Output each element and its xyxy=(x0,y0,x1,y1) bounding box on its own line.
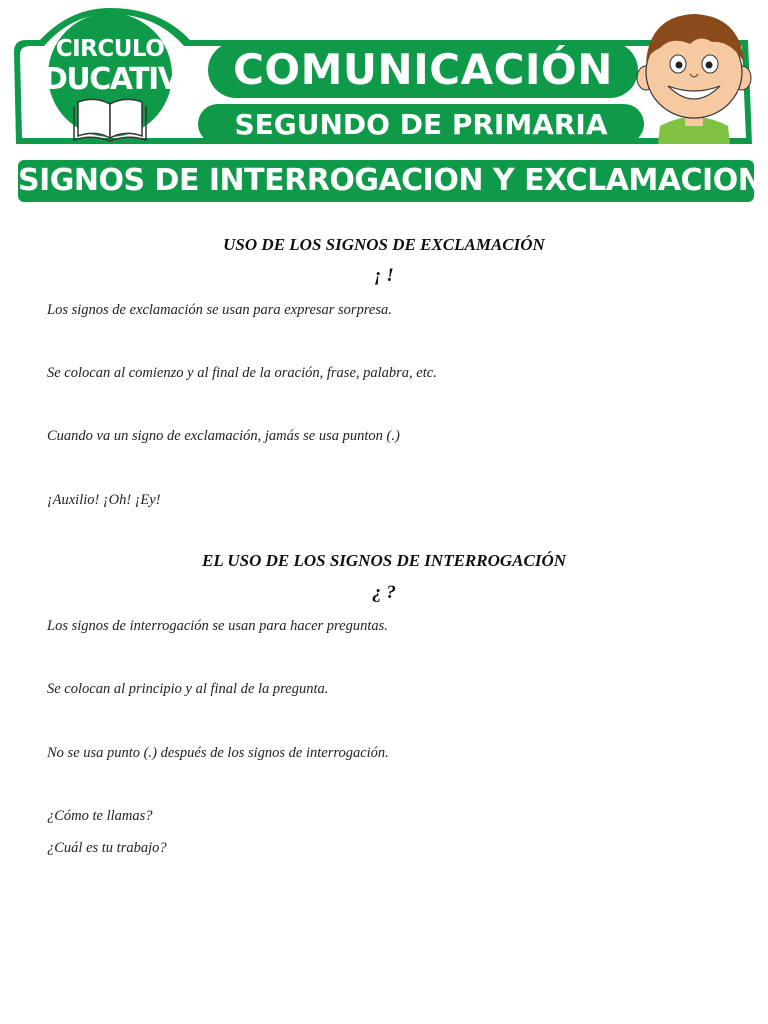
exclamation-line: Los signos de exclamación se usan para expresar sorpresa. xyxy=(47,302,392,318)
grade-title: SEGUNDO DE PRIMARIA xyxy=(234,108,608,141)
logo-line2: EDUCATIVO xyxy=(24,62,203,97)
header xyxy=(0,0,768,150)
page-title-banner: SIGNOS DE INTERROGACION Y EXCLAMACION xyxy=(18,160,754,202)
subject-title: COMUNICACIÓN xyxy=(233,45,613,94)
exclamation-section-title: USO DE LOS SIGNOS DE EXCLAMACIÓN xyxy=(223,235,545,254)
interrogation-line: Los signos de interrogación se usan para hacer preguntas. xyxy=(47,618,388,634)
interrogation-line: No se usa punto (.) después de los signos de interrogación. xyxy=(47,745,389,761)
open-book-icon xyxy=(74,99,146,141)
interrogation-example: ¿Cuál es tu trabajo? xyxy=(47,840,167,856)
exclamation-symbol: ¡ ! xyxy=(374,265,394,286)
interrogation-line: Se colocan al principio y al final de la pregunta. xyxy=(47,681,329,697)
exclamation-line: Se colocan al comienzo y al final de la oración, frase, palabra, etc. xyxy=(47,365,437,381)
exclamation-examples: ¡Auxilio! ¡Oh! ¡Ey! xyxy=(47,492,161,508)
interrogation-section-title: EL USO DE LOS SIGNOS DE INTERROGACIÓN xyxy=(202,551,566,570)
interrogation-example: ¿Cómo te llamas? xyxy=(47,808,153,824)
logo-line1: CIRCULO xyxy=(55,36,165,62)
exclamation-line: Cuando va un signo de exclamación, jamás se usa punton (.) xyxy=(47,428,400,444)
interrogation-symbol: ¿ ? xyxy=(372,582,396,603)
